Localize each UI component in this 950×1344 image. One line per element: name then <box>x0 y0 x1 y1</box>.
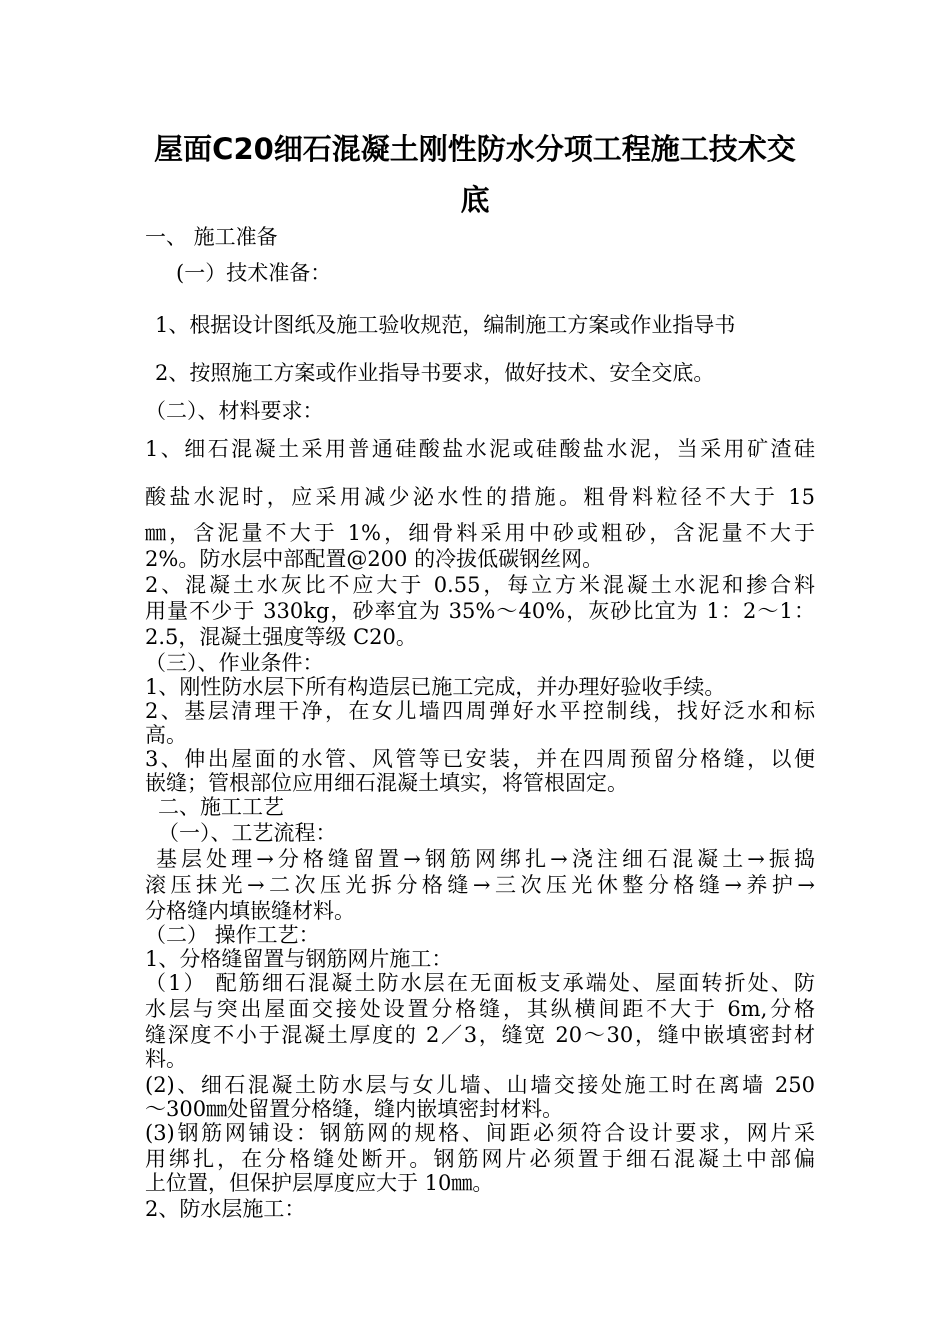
document-title-line-1: 屋面C20细石混凝土刚性防水分项工程施工技术交 <box>154 132 796 166</box>
text-line: 分格缝内填嵌缝材料。 <box>145 899 355 923</box>
document-title-line-2: 底 <box>460 183 490 217</box>
text-line: 水层与突出屋面交接处设置分格缝，其纵横间距不大于 6m,分格 <box>145 997 815 1021</box>
text-line: ～300㎜处留置分格缝，缝内嵌填密封材料。 <box>145 1097 564 1121</box>
text-line: 1、细石混凝土采用普通硅酸盐水泥或硅酸盐水泥，当采用矿渣硅 <box>145 437 815 461</box>
text-line: 3、伸出屋面的水管、风管等已安装，并在四周预留分格缝，以便 <box>145 747 815 771</box>
text-line: (3)钢筋网铺设：钢筋网的规格、间距必须符合设计要求，网片采 <box>145 1121 815 1145</box>
text-line: ㎜，含泥量不大于 1%，细骨料采用中砂或粗砂，含泥量不大于 <box>145 521 815 545</box>
text-line: (一）技术准备： <box>176 261 332 285</box>
text-line: 一、 施工准备 <box>145 225 278 249</box>
text-line: (2)、细石混凝土防水层与女儿墙、山墙交接处施工时在离墙 250 <box>145 1073 815 1097</box>
text-line: 料。 <box>145 1047 187 1071</box>
text-line: （1） 配筋细石混凝土防水层在无面板支承端处、屋面转折处、防 <box>145 971 815 995</box>
text-line: 2、按照施工方案或作业指导书要求，做好技术、安全交底。 <box>155 361 715 385</box>
text-line: 用量不少于 330kg，砂率宜为 35%～40%，灰砂比宜为 1：2～1： <box>145 599 815 623</box>
text-line: （二）、材料要求： <box>145 399 324 423</box>
text-line: 2.5，混凝土强度等级 C20。 <box>145 625 417 649</box>
text-line: 基层处理→分格缝留置→钢筋网绑扎→浇注细石混凝土→振捣 <box>156 847 815 871</box>
text-line: 嵌缝；管根部位应用细石混凝土填实，将管根固定。 <box>145 771 628 795</box>
text-line: 用绑扎，在分格缝处断开。钢筋网片必须置于细石混凝土中部偏 <box>145 1147 815 1171</box>
text-line: 缝深度不小于混凝土厚度的 2／3，缝宽 20～30，缝中嵌填密封材 <box>145 1023 815 1047</box>
text-line: 二、施工工艺 <box>158 795 284 819</box>
text-line: 1、分格缝留置与钢筋网片施工： <box>145 947 453 971</box>
text-line: 1、根据设计图纸及施工验收规范，编制施工方案或作业指导书 <box>155 313 736 337</box>
text-line: 2、混凝土水灰比不应大于 0.55，每立方米混凝土水泥和掺合料 <box>145 573 815 597</box>
text-line: （三）、作业条件： <box>145 651 324 675</box>
text-line: 1、刚性防水层下所有构造层已施工完成，并办理好验收手续。 <box>145 675 726 699</box>
text-line: 酸盐水泥时，应采用减少泌水性的措施。粗骨料粒径不大于 15 <box>145 485 815 509</box>
text-line: 高。 <box>145 723 187 747</box>
text-line: 2、防水层施工： <box>145 1197 306 1221</box>
text-line: 上位置，但保护层厚度应大于 10㎜。 <box>145 1171 494 1195</box>
text-line: 2、基层清理干净，在女儿墙四周弹好水平控制线，找好泛水和标 <box>145 699 815 723</box>
text-line: 滚压抹光→二次压光拆分格缝→三次压光休整分格缝→养护→ <box>145 873 815 897</box>
text-line: （一）、工艺流程： <box>158 821 337 845</box>
text-line: 2%。防水层中部配置@200 的冷拔低碳钢丝网。 <box>145 547 604 571</box>
text-line: （二） 操作工艺： <box>145 923 320 947</box>
